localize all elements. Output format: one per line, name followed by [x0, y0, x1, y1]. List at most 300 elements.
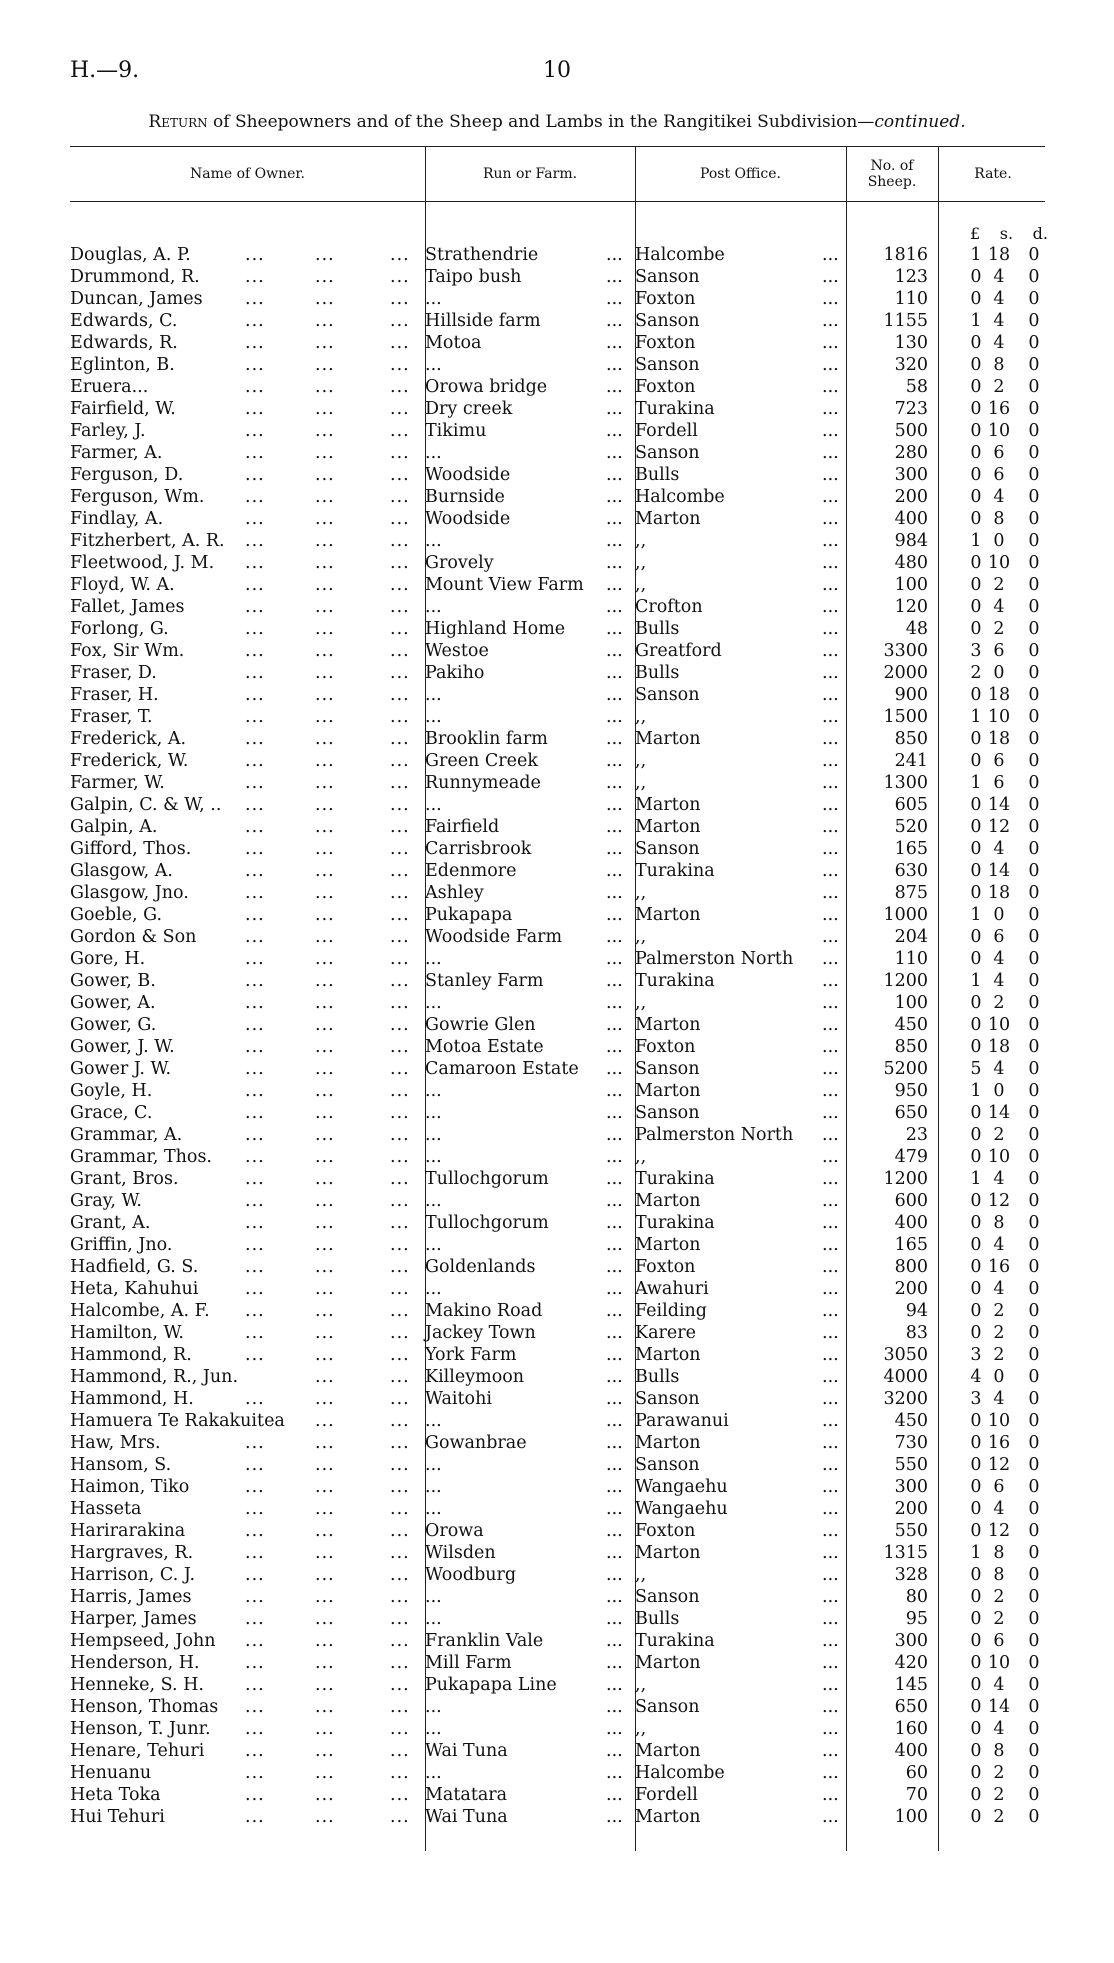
rate-pence: 0: [1028, 1609, 1040, 1629]
leader-dots: ...: [315, 1411, 335, 1431]
leader-dots: ...: [606, 1631, 623, 1651]
run-or-farm: Woodburg: [425, 1565, 517, 1585]
rate-shillings: 2: [993, 1785, 1005, 1805]
leader-dots: ...: [390, 861, 410, 881]
leader-dots: ...: [822, 1081, 839, 1101]
sheep-count: 875: [894, 883, 928, 903]
rate-pounds: 0: [970, 1807, 982, 1827]
leader-dots: ...: [822, 399, 839, 419]
rate-shillings: 6: [993, 773, 1005, 793]
leader-dots: ...: [390, 1301, 410, 1321]
leader-dots: ...: [822, 553, 839, 573]
owner-name: Fraser, H.: [70, 685, 159, 705]
post-office: ,,: [635, 531, 647, 551]
rate-pounds: 0: [970, 1763, 982, 1783]
sheep-count: 450: [894, 1015, 928, 1035]
rate-pounds: 0: [970, 619, 982, 639]
run-or-farm: Wai Tuna: [425, 1741, 508, 1761]
leader-dots: ...: [245, 1081, 265, 1101]
table-row: [0, 1740, 1114, 1762]
leader-dots: ...: [822, 1543, 839, 1563]
post-office: Foxton: [635, 1521, 696, 1541]
owner-name: Henderson, H.: [70, 1653, 200, 1673]
leader-dots: ...: [606, 949, 623, 969]
leader-dots: ...: [606, 1345, 623, 1365]
owner-name: Hammond, H.: [70, 1389, 194, 1409]
rate-pence: 0: [1028, 1301, 1040, 1321]
table-row: [0, 1564, 1114, 1586]
sheep-count: 23: [905, 1125, 928, 1145]
sheep-count: 550: [894, 1521, 928, 1541]
run-or-farm: Hillside farm: [425, 311, 541, 331]
post-office: Marton: [635, 1807, 701, 1827]
sheep-count: 3200: [883, 1389, 928, 1409]
leader-dots: ...: [390, 707, 410, 727]
sheep-count: 3300: [883, 641, 928, 661]
leader-dots: ...: [606, 553, 623, 573]
rate-shillings: 0: [993, 531, 1005, 551]
rate-shillings: 18: [987, 883, 1011, 903]
leader-dots: ...: [822, 1191, 839, 1211]
post-office: Sanson: [635, 1103, 700, 1123]
leader-dots: ...: [315, 245, 335, 265]
leader-dots: ...: [606, 245, 623, 265]
leader-dots: ...: [390, 1631, 410, 1651]
leader-dots: ...: [822, 1015, 839, 1035]
leader-dots: ...: [390, 465, 410, 485]
run-or-farm: Highland Home: [425, 619, 566, 639]
rate-pounds: 0: [970, 1587, 982, 1607]
leader-dots: ...: [315, 1543, 335, 1563]
leader-dots: ...: [822, 1807, 839, 1827]
post-office: Marton: [635, 1741, 701, 1761]
leader-dots: ...: [245, 1257, 265, 1277]
rate-pounds: 0: [970, 817, 982, 837]
rate-pounds: 0: [970, 355, 982, 375]
leader-dots: ...: [390, 1323, 410, 1343]
leader-dots: ...: [315, 1235, 335, 1255]
leader-dots: ...: [606, 1103, 623, 1123]
leader-dots: ...: [390, 487, 410, 507]
leader-dots: ...: [315, 773, 335, 793]
leader-dots: ...: [315, 1565, 335, 1585]
sheep-count: 400: [894, 1213, 928, 1233]
post-office: ,,: [635, 773, 647, 793]
rate-pounds: 0: [970, 1697, 982, 1717]
leader-dots: ...: [315, 641, 335, 661]
rate-pence: 0: [1028, 1455, 1040, 1475]
column-header-farm: Run or Farm.: [482, 166, 578, 182]
leader-dots: ...: [315, 531, 335, 551]
rate-pence: 0: [1028, 663, 1040, 683]
run-or-farm: Ashley: [425, 883, 484, 903]
rate-shillings: 6: [993, 443, 1005, 463]
rate-shillings: 2: [993, 619, 1005, 639]
leader-dots: ...: [606, 377, 623, 397]
leader-dots: ...: [606, 1521, 623, 1541]
rate-pounds: 0: [970, 1015, 982, 1035]
leader-dots: ...: [606, 1147, 623, 1167]
owner-name: Haw, Mrs.: [70, 1433, 161, 1453]
table-row: [0, 992, 1114, 1014]
leader-dots: ...: [245, 883, 265, 903]
owner-name: Fraser, D.: [70, 663, 157, 683]
leader-dots: ...: [390, 333, 410, 353]
owner-name: Hammond, R., Jun.: [70, 1367, 239, 1387]
rate-pence: 0: [1028, 641, 1040, 661]
leader-dots: ...: [315, 839, 335, 859]
run-or-farm: ...: [425, 531, 442, 551]
leader-dots: ...: [315, 1125, 335, 1145]
leader-dots: ...: [822, 1037, 839, 1057]
leader-dots: ...: [315, 1059, 335, 1079]
leader-dots: ...: [390, 289, 410, 309]
post-office: Bulls: [635, 1367, 680, 1387]
leader-dots: ...: [390, 245, 410, 265]
leader-dots: ...: [822, 1653, 839, 1673]
leader-dots: ...: [315, 333, 335, 353]
sheep-count: 605: [894, 795, 928, 815]
run-or-farm: ...: [425, 993, 442, 1013]
leader-dots: ...: [822, 927, 839, 947]
leader-dots: ...: [315, 707, 335, 727]
leader-dots: ...: [315, 1191, 335, 1211]
leader-dots: ...: [315, 1037, 335, 1057]
sheep-count: 900: [894, 685, 928, 705]
post-office: Halcombe: [635, 487, 725, 507]
owner-name: Goyle, H.: [70, 1081, 153, 1101]
rate-pounds: 0: [970, 1675, 982, 1695]
run-or-farm: Mount View Farm: [425, 575, 584, 595]
post-office: Marton: [635, 1015, 701, 1035]
run-or-farm: Wilsden: [425, 1543, 496, 1563]
leader-dots: ...: [606, 1785, 623, 1805]
rate-pounds: 0: [970, 1631, 982, 1651]
rate-shillings: 4: [993, 1675, 1005, 1695]
leader-dots: ...: [245, 553, 265, 573]
owner-name: Glasgow, A.: [70, 861, 173, 881]
owner-name: Fox, Sir Wm.: [70, 641, 185, 661]
leader-dots: ...: [245, 905, 265, 925]
post-office: ,,: [635, 575, 647, 595]
leader-dots: ...: [822, 1301, 839, 1321]
leader-dots: ...: [315, 1609, 335, 1629]
rate-pounds: 1: [970, 773, 982, 793]
post-office: Foxton: [635, 333, 696, 353]
run-or-farm: Green Creek: [425, 751, 538, 771]
sheep-count: 204: [894, 927, 928, 947]
leader-dots: ...: [822, 817, 839, 837]
document-reference: H.—9.: [70, 58, 140, 83]
rate-pence: 0: [1028, 1675, 1040, 1695]
run-or-farm: Gowanbrae: [425, 1433, 527, 1453]
rate-shillings: 6: [993, 1477, 1005, 1497]
sheep-count: 723: [894, 399, 928, 419]
sheep-count: 328: [894, 1565, 928, 1585]
leader-dots: ...: [822, 619, 839, 639]
sheep-count: 5200: [883, 1059, 928, 1079]
table-row: [0, 1476, 1114, 1498]
run-or-farm: ...: [425, 1587, 442, 1607]
leader-dots: ...: [390, 1125, 410, 1145]
post-office: Marton: [635, 1653, 701, 1673]
rate-pence: 0: [1028, 1147, 1040, 1167]
leader-dots: ...: [390, 1389, 410, 1409]
rate-pence: 0: [1028, 927, 1040, 947]
rate-pence: 0: [1028, 1015, 1040, 1035]
owner-name: Farley, J.: [70, 421, 146, 441]
table-row: [0, 486, 1114, 508]
leader-dots: ...: [606, 1433, 623, 1453]
leader-dots: ...: [822, 729, 839, 749]
rate-pence: 0: [1028, 971, 1040, 991]
leader-dots: ...: [606, 1741, 623, 1761]
leader-dots: ...: [390, 1719, 410, 1739]
run-or-farm: Matatara: [425, 1785, 508, 1805]
sheep-count: 70: [905, 1785, 928, 1805]
rate-pence: 0: [1028, 729, 1040, 749]
leader-dots: ...: [315, 1763, 335, 1783]
post-office: Foxton: [635, 1257, 696, 1277]
run-or-farm: ...: [425, 795, 442, 815]
leader-dots: ...: [245, 1631, 265, 1651]
leader-dots: ...: [245, 839, 265, 859]
sheep-count: 600: [894, 1191, 928, 1211]
table-row: [0, 926, 1114, 948]
leader-dots: ...: [315, 971, 335, 991]
rate-shillings: 14: [987, 1697, 1011, 1717]
owner-name: Harper, James: [70, 1609, 197, 1629]
caption-tail: continued.: [874, 112, 966, 132]
rate-pounds: 1: [970, 1543, 982, 1563]
rate-pounds: 0: [970, 1785, 982, 1805]
leader-dots: ...: [245, 1477, 265, 1497]
leader-dots: ...: [390, 619, 410, 639]
run-or-farm: Pakiho: [425, 663, 485, 683]
rate-pounds: 0: [970, 575, 982, 595]
table-row: [0, 838, 1114, 860]
leader-dots: ...: [606, 1389, 623, 1409]
leader-dots: ...: [390, 1147, 410, 1167]
sheep-count: 650: [894, 1697, 928, 1717]
rate-pounds: 0: [970, 1741, 982, 1761]
run-or-farm: ...: [425, 289, 442, 309]
run-or-farm: Tikimu: [425, 421, 487, 441]
leader-dots: ...: [315, 1807, 335, 1827]
rate-shillings: 12: [987, 1455, 1011, 1475]
leader-dots: ...: [315, 949, 335, 969]
rate-pounds: 0: [970, 1213, 982, 1233]
sheep-count: 60: [905, 1763, 928, 1783]
owner-name: Glasgow, Jno.: [70, 883, 189, 903]
leader-dots: ...: [245, 1807, 265, 1827]
rate-pence: 0: [1028, 443, 1040, 463]
rate-pounds: 0: [970, 729, 982, 749]
post-office: Marton: [635, 905, 701, 925]
table-row: [0, 508, 1114, 530]
rate-pence: 0: [1028, 1433, 1040, 1453]
table-row: [0, 266, 1114, 288]
leader-dots: ...: [245, 1059, 265, 1079]
sheep-count: 730: [894, 1433, 928, 1453]
leader-dots: ...: [315, 1323, 335, 1343]
owner-name: Gower, J. W.: [70, 1037, 175, 1057]
table-row: [0, 1212, 1114, 1234]
rate-pounds: 3: [970, 1389, 982, 1409]
rate-pounds: 0: [970, 883, 982, 903]
leader-dots: ...: [822, 883, 839, 903]
column-header-post-office: Post Office.: [699, 166, 782, 182]
leader-dots: ...: [245, 1741, 265, 1761]
owner-name: Eglinton, B.: [70, 355, 175, 375]
leader-dots: ...: [822, 905, 839, 925]
rate-shillings: 2: [993, 993, 1005, 1013]
rate-shillings: 18: [987, 1037, 1011, 1057]
leader-dots: ...: [315, 663, 335, 683]
leader-dots: ...: [606, 927, 623, 947]
table-row: [0, 684, 1114, 706]
leader-dots: ...: [315, 1103, 335, 1123]
run-or-farm: Stanley Farm: [425, 971, 544, 991]
leader-dots: ...: [390, 267, 410, 287]
rate-pence: 0: [1028, 1367, 1040, 1387]
rate-shillings: 4: [993, 949, 1005, 969]
leader-dots: ...: [606, 289, 623, 309]
rate-shillings: 4: [993, 333, 1005, 353]
table-row: [0, 948, 1114, 970]
rate-pounds: 0: [970, 795, 982, 815]
sheep-count: 420: [894, 1653, 928, 1673]
run-or-farm: Gowrie Glen: [425, 1015, 536, 1035]
leader-dots: ...: [245, 685, 265, 705]
leader-dots: ...: [315, 267, 335, 287]
run-or-farm: Brooklin farm: [425, 729, 548, 749]
leader-dots: ...: [315, 487, 335, 507]
owner-name: Ferguson, Wm.: [70, 487, 205, 507]
leader-dots: ...: [822, 267, 839, 287]
sheep-count: 241: [894, 751, 928, 771]
rate-pence: 0: [1028, 289, 1040, 309]
owner-name: Douglas, A. P.: [70, 245, 191, 265]
owner-name: Fraser, T.: [70, 707, 153, 727]
sheep-count: 520: [894, 817, 928, 837]
rate-pence: 0: [1028, 1807, 1040, 1827]
leader-dots: ...: [245, 1279, 265, 1299]
run-or-farm: ...: [425, 1719, 442, 1739]
sheep-count: 94: [905, 1301, 928, 1321]
post-office: Sanson: [635, 685, 700, 705]
leader-dots: ...: [606, 1213, 623, 1233]
leader-dots: ...: [390, 1037, 410, 1057]
leader-dots: ...: [822, 751, 839, 771]
rate-pounds: 0: [970, 1499, 982, 1519]
leader-dots: ...: [606, 1125, 623, 1145]
leader-dots: ...: [315, 1653, 335, 1673]
leader-dots: ...: [606, 1169, 623, 1189]
table-row: [0, 618, 1114, 640]
run-or-farm: Strathendrie: [425, 245, 539, 265]
table-row: [0, 1366, 1114, 1388]
leader-dots: ...: [315, 993, 335, 1013]
table-row: [0, 728, 1114, 750]
leader-dots: ...: [315, 1587, 335, 1607]
leader-dots: ...: [606, 663, 623, 683]
leader-dots: ...: [822, 1345, 839, 1365]
owner-name: Hammond, R.: [70, 1345, 192, 1365]
leader-dots: ...: [822, 1609, 839, 1629]
leader-dots: ...: [315, 1741, 335, 1761]
leader-dots: ...: [606, 1323, 623, 1343]
post-office: Marton: [635, 817, 701, 837]
table-row: [0, 1608, 1114, 1630]
sheep-count: 550: [894, 1455, 928, 1475]
column-header-sheep: No. of Sheep.: [867, 158, 917, 190]
rate-pounds: 1: [970, 1169, 982, 1189]
rate-pounds: 0: [970, 443, 982, 463]
leader-dots: ...: [822, 487, 839, 507]
table-row: [0, 574, 1114, 596]
rate-shillings: 4: [993, 487, 1005, 507]
leader-dots: ...: [245, 1235, 265, 1255]
leader-dots: ...: [606, 1697, 623, 1717]
leader-dots: ...: [390, 421, 410, 441]
rate-shillings: 2: [993, 1807, 1005, 1827]
sheep-count: 400: [894, 509, 928, 529]
leader-dots: ...: [245, 509, 265, 529]
post-office: Sanson: [635, 839, 700, 859]
rate-pence: 0: [1028, 1169, 1040, 1189]
leader-dots: ...: [606, 795, 623, 815]
leader-dots: ...: [390, 1477, 410, 1497]
leader-dots: ...: [245, 289, 265, 309]
rate-pounds: 0: [970, 993, 982, 1013]
leader-dots: ...: [390, 751, 410, 771]
leader-dots: ...: [390, 927, 410, 947]
post-office: ,,: [635, 553, 647, 573]
table-row: [0, 398, 1114, 420]
rate-pence: 0: [1028, 1653, 1040, 1673]
leader-dots: ...: [245, 861, 265, 881]
leader-dots: ...: [606, 883, 623, 903]
rate-pence: 0: [1028, 1081, 1040, 1101]
leader-dots: ...: [315, 1455, 335, 1475]
owner-name: Fairfield, W.: [70, 399, 176, 419]
leader-dots: ...: [822, 575, 839, 595]
leader-dots: ...: [315, 883, 335, 903]
rate-shillings: 10: [987, 553, 1011, 573]
leader-dots: ...: [390, 817, 410, 837]
sheep-count: 110: [894, 949, 928, 969]
rate-pounds: 1: [970, 311, 982, 331]
post-office: Feilding: [635, 1301, 708, 1321]
leader-dots: ...: [315, 377, 335, 397]
rate-pounds: 0: [970, 399, 982, 419]
rate-shillings: 10: [987, 1015, 1011, 1035]
rate-pence: 0: [1028, 399, 1040, 419]
table-row: [0, 1586, 1114, 1608]
rate-pence: 0: [1028, 465, 1040, 485]
rate-pounds: 0: [970, 1191, 982, 1211]
leader-dots: ...: [822, 1257, 839, 1277]
rate-pounds: 5: [970, 1059, 982, 1079]
leader-dots: ...: [390, 1411, 410, 1431]
leader-dots: ...: [245, 1015, 265, 1035]
leader-dots: ...: [606, 641, 623, 661]
leader-dots: ...: [390, 1191, 410, 1211]
run-or-farm: ...: [425, 707, 442, 727]
rate-pence: 0: [1028, 377, 1040, 397]
leader-dots: ...: [822, 1719, 839, 1739]
